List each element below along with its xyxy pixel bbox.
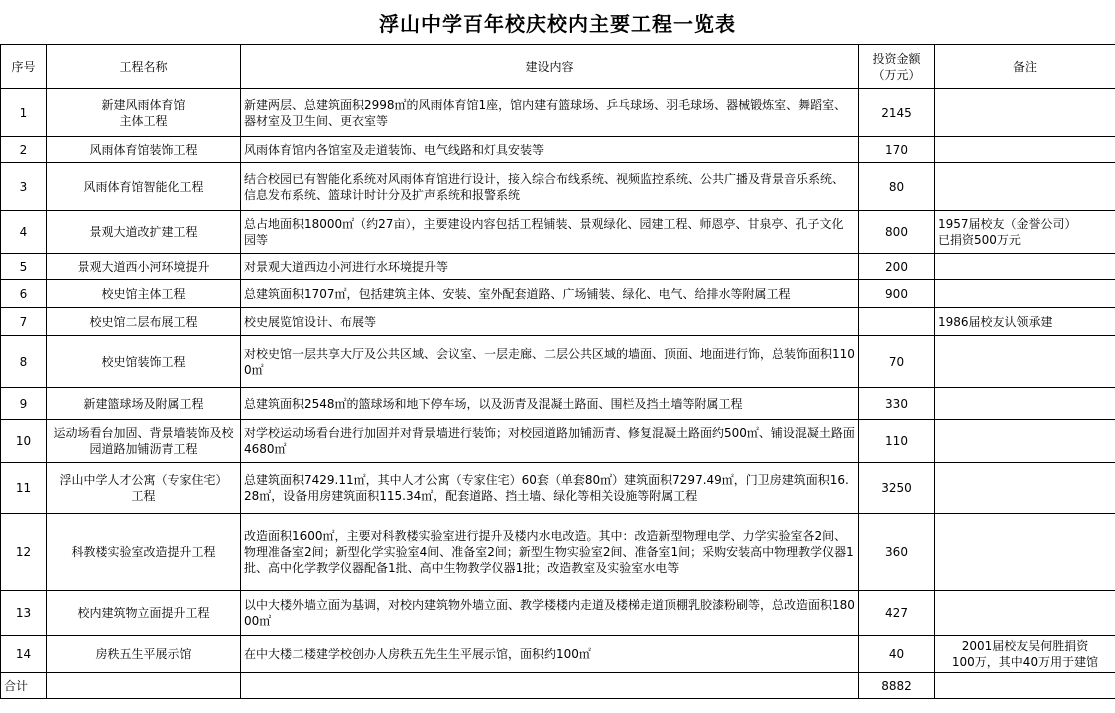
row-amount: 360 [859,514,935,591]
row-amount [859,308,935,336]
row-amount: 427 [859,591,935,636]
table-row [1,137,1115,163]
row-note [935,420,1115,463]
total-empty-2 [241,673,859,699]
table-row [1,514,1115,591]
row-note [935,514,1115,591]
row-seq: 5 [1,254,47,280]
row-note [935,163,1115,211]
row-name: 校史馆二层布展工程 [47,308,241,336]
row-seq: 13 [1,591,47,636]
row-amount: 200 [859,254,935,280]
row-amount: 40 [859,636,935,673]
row-name: 景观大道改扩建工程 [47,211,241,254]
header-amount [859,45,935,89]
row-content: 对学校运动场看台进行加固并对背景墙进行装饰；对校园道路加铺沥青、修复混凝土路面约500㎡、铺设混凝土路面4680㎡ [241,420,859,463]
row-seq: 12 [1,514,47,591]
page-title: 浮山中学百年校庆校内主要工程一览表 [379,11,736,36]
row-name: 景观大道西小河环境提升 [47,254,241,280]
row-amount: 900 [859,280,935,308]
total-empty-1 [47,673,241,699]
table-row [1,163,1115,211]
row-amount: 170 [859,137,935,163]
table-row [1,89,1115,137]
row-seq: 14 [1,636,47,673]
row-seq: 6 [1,280,47,308]
row-content: 在中大楼二楼建学校创办人房秩五先生生平展示馆，面积约100㎡ [241,636,859,673]
row-name: 房秩五生平展示馆 [47,636,241,673]
row-name: 运动场看台加固、背景墙装饰及校园道路加铺沥青工程 [47,420,241,463]
row-seq: 2 [1,137,47,163]
row-name: 校史馆主体工程 [47,280,241,308]
row-name: 科教楼实验室改造提升工程 [47,514,241,591]
row-content: 改造面积1600㎡，主要对科教楼实验室进行提升及楼内水电改造。其中：改造新型物理电学、力学实验室各2间、物理准备室2间；新型化学实验室4间、准备室2间；新型生物实验室2间、准备室1间；采购安装高中物理教学仪器1批、高中化学教学仪器配备1批、高中生物教学仪器1批；改造教室及实验室水电等 [241,514,859,591]
row-seq: 8 [1,336,47,388]
row-amount: 800 [859,211,935,254]
row-seq: 11 [1,463,47,514]
row-seq: 3 [1,163,47,211]
row-amount: 2145 [859,89,935,137]
header-name: 工程名称 [47,45,241,89]
row-seq: 9 [1,388,47,420]
row-content: 总占地面积18000㎡（约27亩），主要建设内容包括工程铺装、景观绿化、园建工程、师恩亭、甘泉亭、孔子文化园等 [241,211,859,254]
row-note [935,388,1115,420]
table-row [1,211,1115,254]
row-amount: 3250 [859,463,935,514]
row-seq: 10 [1,420,47,463]
table-row [1,591,1115,636]
row-note [935,89,1115,137]
row-seq: 7 [1,308,47,336]
table-row [1,388,1115,420]
row-name: 浮山中学人才公寓（专家住宅） 工程 [47,463,241,514]
row-amount: 70 [859,336,935,388]
row-seq: 4 [1,211,47,254]
table-row [1,420,1115,463]
row-name: 新建篮球场及附属工程 [47,388,241,420]
header-content: 建设内容 [241,45,859,89]
total-label: 合计 [1,673,47,699]
table-row [1,463,1115,514]
row-note [935,591,1115,636]
table-row [1,336,1115,388]
header-row [1,45,1115,89]
row-amount: 330 [859,388,935,420]
row-content: 总建筑面积2548㎡的篮球场和地下停车场，以及沥青及混凝土路面、围栏及挡土墙等附属工程 [241,388,859,420]
row-amount: 80 [859,163,935,211]
row-content: 结合校园已有智能化系统对风雨体育馆进行设计，接入综合布线系统、视频监控系统、公共广播及背景音乐系统、信息发布系统、篮球计时计分及扩声系统和报警系统 [241,163,859,211]
row-content: 校史展览馆设计、布展等 [241,308,859,336]
table-row [1,280,1115,308]
row-note: 1957届校友（金誉公司） 已捐资500万元 [935,211,1115,254]
row-name: 风雨体育馆装饰工程 [47,137,241,163]
row-note: 2001届校友吴何胜捐资 100万，其中40万用于建馆 [935,636,1115,673]
total-amount: 8882 [859,673,935,699]
row-content: 以中大楼外墙立面为基调，对校内建筑物外墙立面、教学楼楼内走道及楼梯走道顶棚乳胶漆粉刷等，总改造面积18000㎡ [241,591,859,636]
table-row [1,254,1115,280]
row-note [935,137,1115,163]
row-name: 校内建筑物立面提升工程 [47,591,241,636]
row-content: 风雨体育馆内各馆室及走道装饰、电气线路和灯具安装等 [241,137,859,163]
row-content: 总建筑面积1707㎡，包括建筑主体、安装、室外配套道路、广场铺装、绿化、电气、给排水等附属工程 [241,280,859,308]
row-name: 校史馆装饰工程 [47,336,241,388]
row-note: 1986届校友认领承建 [935,308,1115,336]
row-content: 总建筑面积7429.11㎡，其中人才公寓（专家住宅）60套（单套80㎡）建筑面积7297.49㎡，门卫房建筑面积16.28㎡，设备用房建筑面积115.34㎡，配套道路、挡土墙、绿化等相关设施等附属工程 [241,463,859,514]
row-note [935,254,1115,280]
header-note: 备注 [935,45,1115,89]
table-row [1,308,1115,336]
row-name: 风雨体育馆智能化工程 [47,163,241,211]
row-note [935,280,1115,308]
row-note [935,463,1115,514]
total-empty-3 [935,673,1115,699]
header-amount-line2: （万元） [872,67,921,82]
row-note [935,336,1115,388]
row-content: 对景观大道西边小河进行水环境提升等 [241,254,859,280]
table-row [1,636,1115,673]
row-amount: 110 [859,420,935,463]
row-seq: 1 [1,89,47,137]
header-seq: 序号 [1,45,47,89]
row-name: 新建风雨体育馆 主体工程 [47,89,241,137]
total-row [1,673,1115,699]
row-content: 新建两层、总建筑面积2998㎡的风雨体育馆1座，馆内建有篮球场、乒乓球场、羽毛球场、器械锻炼室、舞蹈室、器材室及卫生间、更衣室等 [241,89,859,137]
projects-table [0,44,1115,699]
row-content: 对校史馆一层共享大厅及公共区域、会议室、一层走廊、二层公共区域的墙面、顶面、地面进行饰，总装饰面积1100㎡ [241,336,859,388]
header-amount-line1: 投资金额 [872,51,921,66]
